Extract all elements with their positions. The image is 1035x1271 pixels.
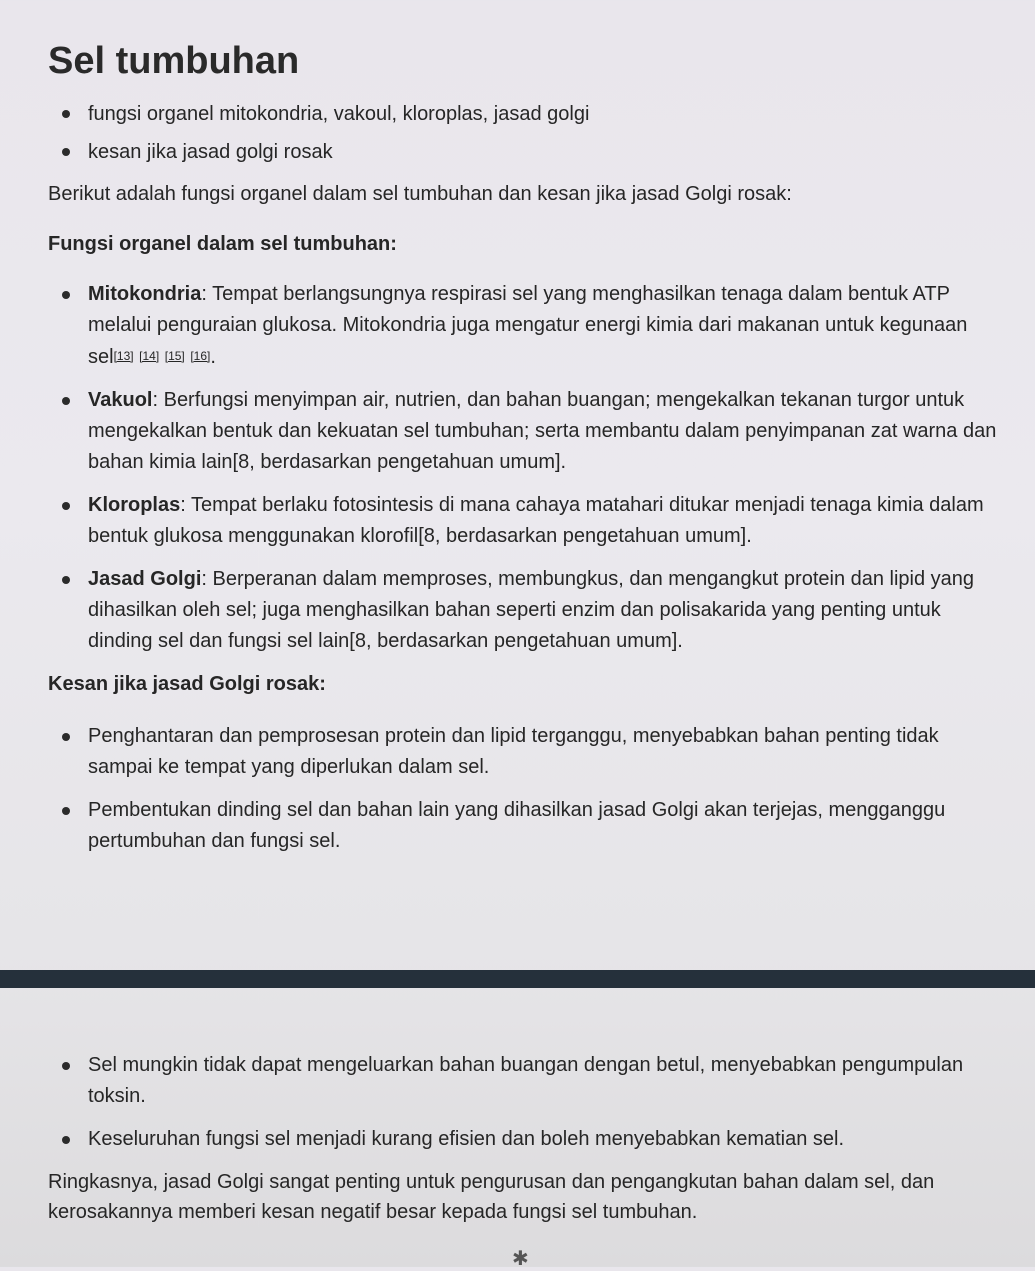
list-item: Sel mungkin tidak dapat mengeluarkan bahan buangan dengan betul, menyebabkan pengumpulan toksin. — [48, 1050, 998, 1112]
citation-link[interactable]: [14] — [139, 349, 160, 363]
list-item: Penghantaran dan pemprosesan protein dan lipid terganggu, menyebabkan bahan penting tidak sampai ke tempat yang diperlukan dalam sel. — [48, 721, 998, 783]
effects-list — [48, 721, 998, 857]
list-item-kloroplas — [48, 490, 998, 552]
intro-list — [48, 101, 998, 165]
list-item: fungsi organel mitokondria, vakoul, kloroplas, jasad golgi — [48, 101, 998, 127]
citation-link[interactable]: [15] — [164, 349, 185, 363]
citation-link[interactable]: [13] — [113, 349, 134, 363]
summary-paragraph: Ringkasnya, jasad Golgi sangat penting untuk pengurusan dan pengangkutan bahan dalam sel, dan kerosakannya memberi kesan negatif besar kepada fungsi sel tumbuhan. — [48, 1171, 935, 1223]
functions-list — [48, 279, 998, 657]
description: : Tempat berlaku fotosintesis di mana cahaya matahari ditukar menjadi tenaga kimia dalam bentuk glukosa menggunakan klorofil[8, berdasarkan pengetahuan umum]. — [88, 494, 984, 547]
list-item-mitokondria — [48, 279, 998, 373]
description: : Tempat berlangsungnya respirasi sel yang menghasilkan tenaga dalam bentuk ATP melalui penguraian glukosa. Mitokondria juga mengatur energi kimia dari makanan untuk kegunaan sel — [88, 283, 968, 368]
list-item-jasad-golgi — [48, 564, 998, 657]
lead-paragraph: Berikut adalah fungsi organel dalam sel tumbuhan dan kesan jika jasad Golgi rosak: — [48, 183, 792, 205]
document-bottom — [48, 1050, 998, 1227]
section-heading-functions: Fungsi organel dalam sel tumbuhan: — [48, 233, 397, 255]
list-item: Pembentukan dinding sel dan bahan lain yang dihasilkan jasad Golgi akan terjejas, mengganggu pertumbuhan dan fungsi sel. — [48, 795, 998, 857]
asterisk-icon: ✱ — [512, 1248, 529, 1270]
citation-link[interactable]: [16] — [190, 349, 211, 363]
effects-list-continued — [48, 1050, 998, 1155]
list-item: kesan jika jasad golgi rosak — [48, 139, 998, 165]
screen-divider-bar — [0, 970, 1035, 988]
period: . — [210, 346, 216, 368]
list-item-vakuol — [48, 385, 998, 478]
document-top — [48, 40, 998, 869]
description: : Berfungsi menyimpan air, nutrien, dan bahan buangan; mengekalkan tekanan turgor untuk mengekalkan bentuk dan kekuatan sel tumbuhan; serta membantu dalam penyimpanan zat warna dan bahan kimia lain[8, berdasarkan pengetahuan umum]. — [88, 389, 997, 473]
description: : Berperanan dalam memproses, membungkus, dan mengangkut protein dan lipid yang dihasilkan oleh sel; juga menghasilkan bahan seperti enzim dan polisakarida yang penting untuk dinding sel dan fungsi sel lain[8, berdasarkan pengetahuan umum]. — [88, 568, 975, 652]
term: Kloroplas — [88, 494, 181, 516]
term: Mitokondria — [88, 283, 202, 305]
page-title: Sel tumbuhan — [48, 40, 300, 82]
term: Vakuol — [88, 389, 153, 411]
section-heading-effects: Kesan jika jasad Golgi rosak: — [48, 673, 326, 695]
term: Jasad Golgi — [88, 568, 202, 590]
list-item: Keseluruhan fungsi sel menjadi kurang efisien dan boleh menyebabkan kematian sel. — [48, 1124, 998, 1155]
